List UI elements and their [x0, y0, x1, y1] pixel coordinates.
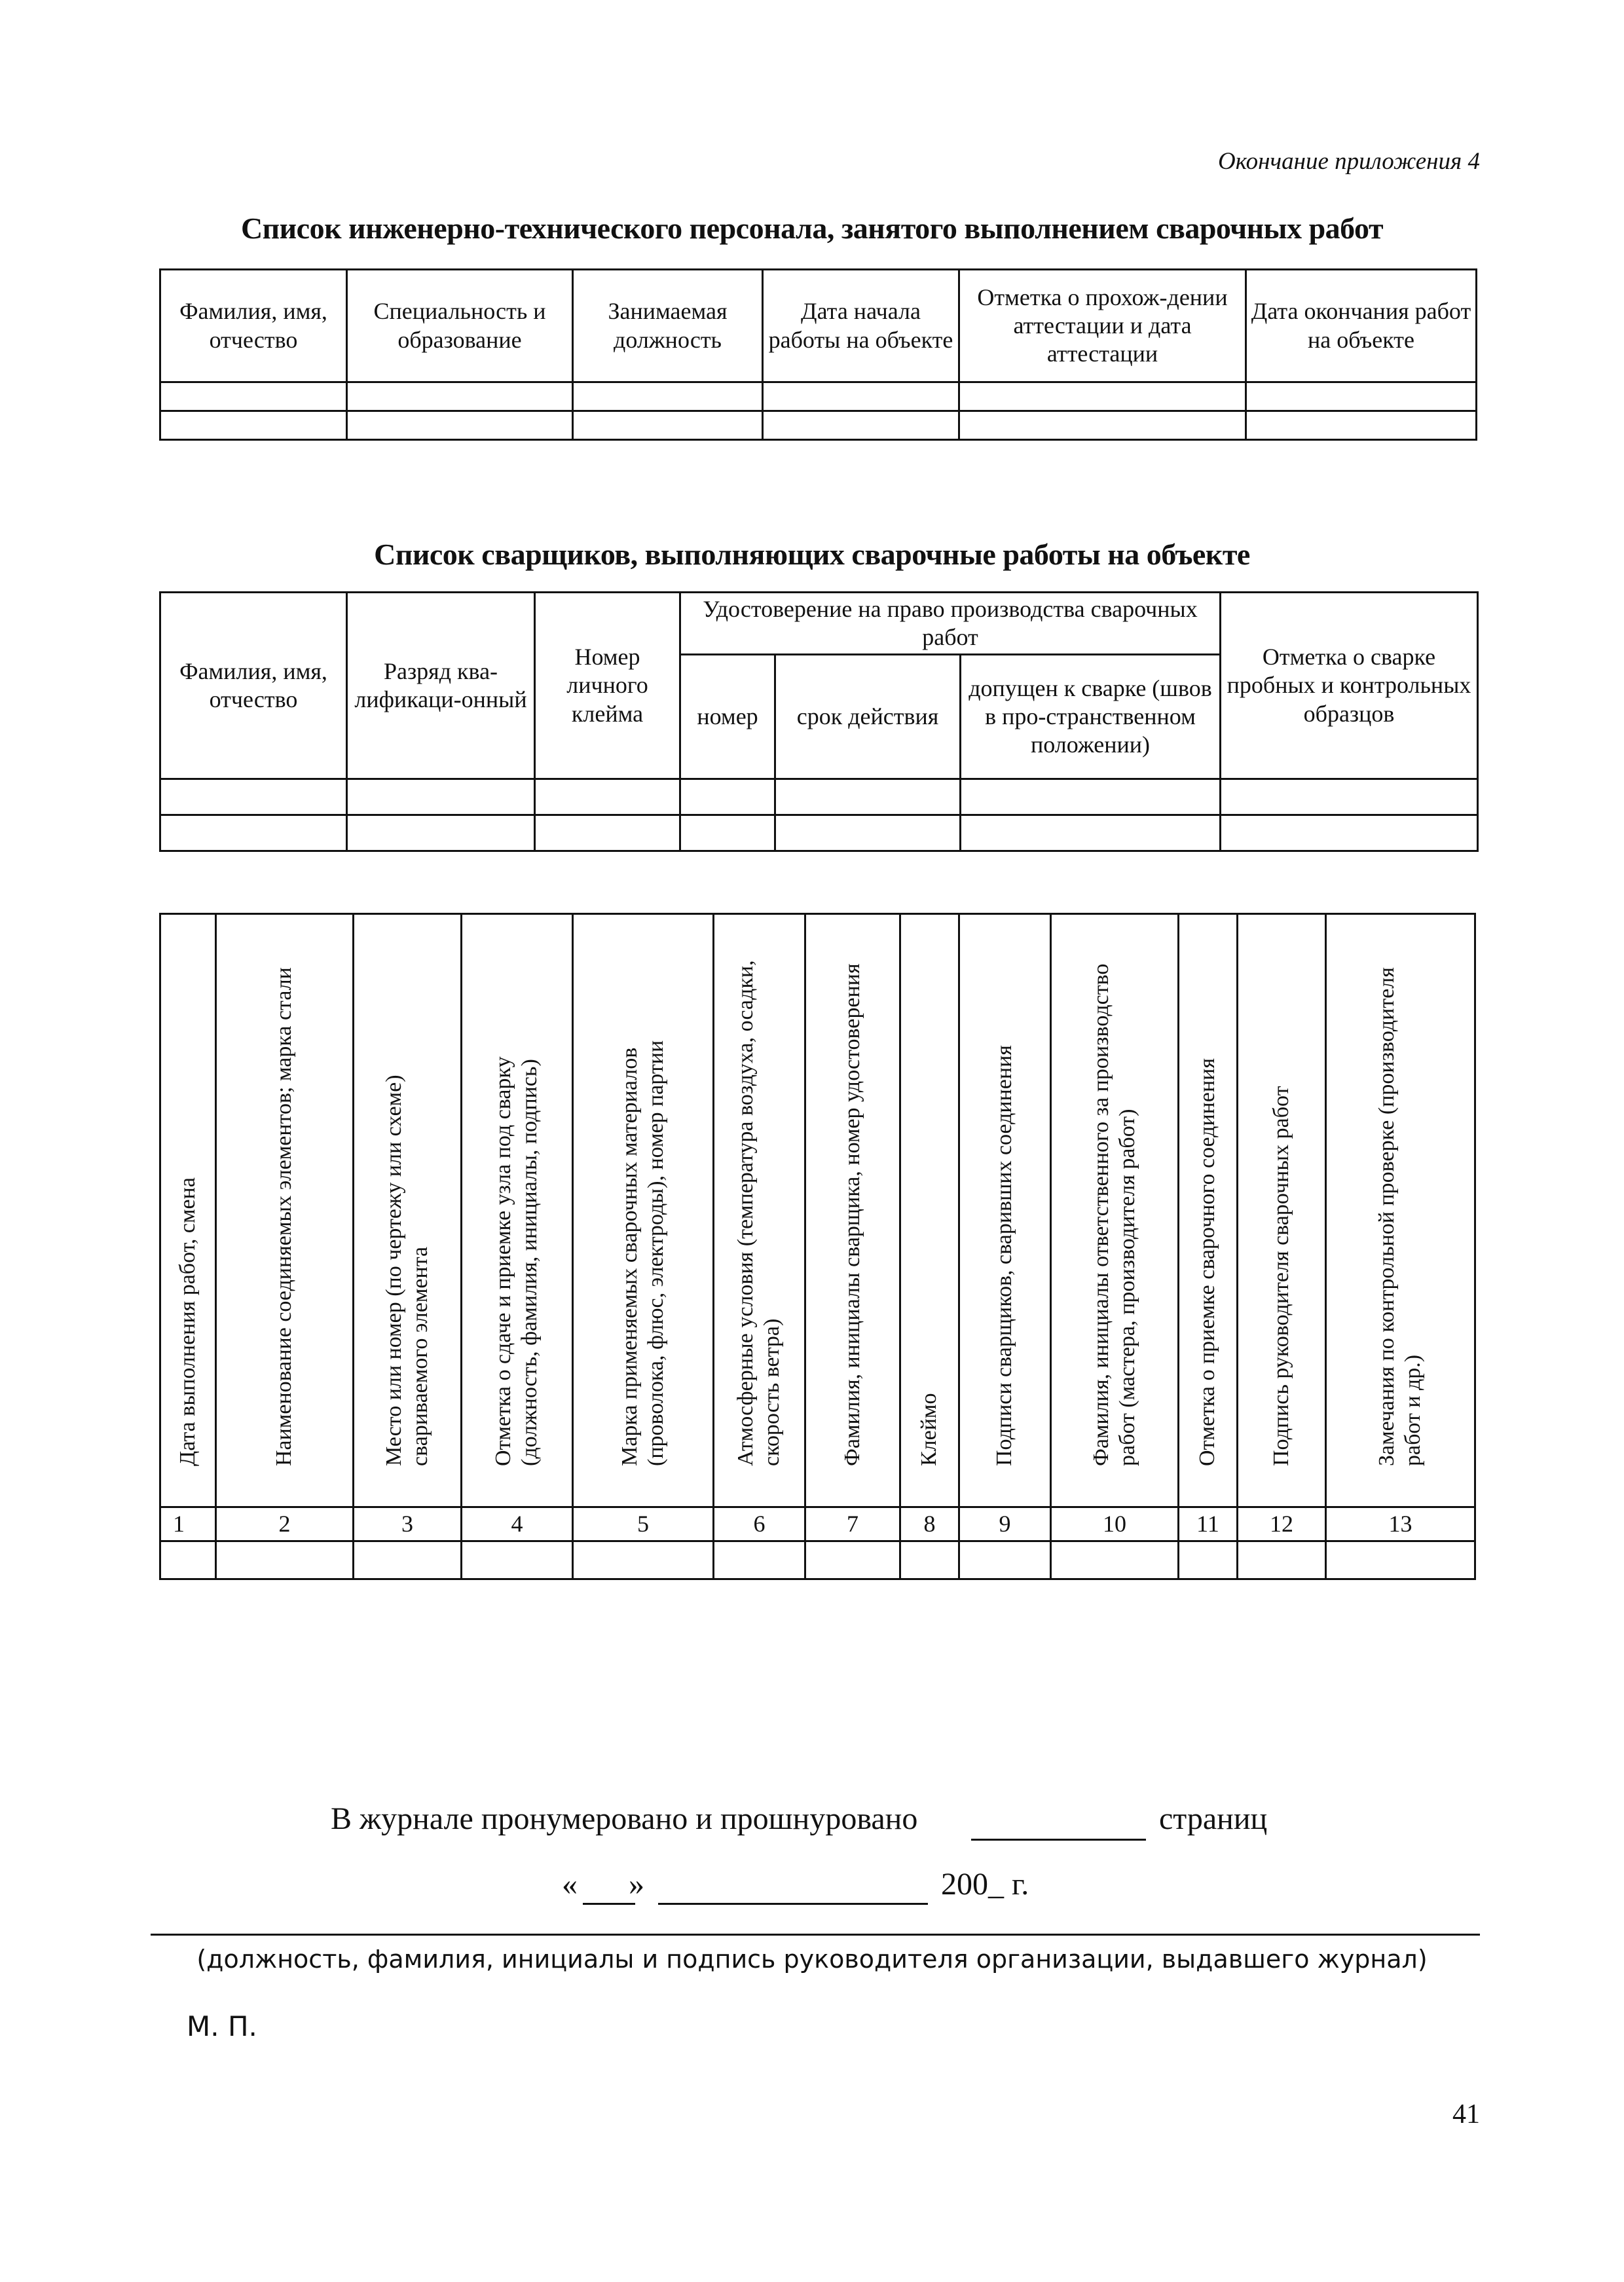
stamp-place: М. П. — [187, 2010, 257, 2042]
col-header-date-shift: Дата выполнения работ, смена — [160, 914, 216, 1507]
table-cell[interactable] — [959, 382, 1246, 411]
table-cell[interactable] — [763, 411, 959, 440]
col-number: 12 — [1238, 1507, 1326, 1541]
col-header-welder-signatures: Подписи сварщиков, сваривших соединения — [959, 914, 1051, 1507]
welding-log-table — [159, 913, 1476, 1580]
pages-count-label: В журнале пронумеровано и прошнуровано — [331, 1801, 918, 1836]
table-cell[interactable] — [160, 382, 347, 411]
month-blank[interactable] — [658, 1903, 928, 1905]
col-number: 9 — [959, 1507, 1051, 1541]
table-cell[interactable] — [1326, 1541, 1475, 1579]
col-header-qualification: Разряд ква-лификаци-онный — [347, 593, 535, 779]
col-header-welder: Фамилия, инициалы сварщика, номер удостоверения — [805, 914, 900, 1507]
table-cell[interactable] — [354, 1541, 462, 1579]
table-cell[interactable] — [959, 1541, 1051, 1579]
table-cell[interactable] — [573, 411, 763, 440]
table-cell[interactable] — [714, 1541, 805, 1579]
col-header-validity: срок действия — [775, 655, 961, 779]
table-cell[interactable] — [573, 1541, 714, 1579]
column-numbers-row — [160, 1507, 1475, 1541]
col-header-joint-acceptance: Отметка о приемке сварочного соединения — [1179, 914, 1238, 1507]
col-number: 4 — [462, 1507, 573, 1541]
col-number: 11 — [1179, 1507, 1238, 1541]
engineering-staff-table — [159, 268, 1477, 441]
table-row — [160, 815, 1478, 851]
col-header-end-date: Дата окончания работ на объекте — [1246, 270, 1477, 382]
table-cell[interactable] — [535, 779, 680, 815]
col-number: 8 — [900, 1507, 959, 1541]
engineering-staff-title: Список инженерно-технического персонала, занятого выполнением сварочных работ — [240, 212, 1384, 245]
table-cell[interactable] — [160, 411, 347, 440]
welders-table — [159, 591, 1479, 852]
date-open-quote: « — [562, 1867, 578, 1902]
date-close-quote: » — [629, 1867, 644, 1902]
table-cell[interactable] — [775, 815, 961, 851]
table-cell[interactable] — [961, 815, 1221, 851]
col-number: 5 — [573, 1507, 714, 1541]
table-cell[interactable] — [680, 815, 775, 851]
col-header-admitted: допущен к сварке (швов в про-странственном положении) — [961, 655, 1221, 779]
appendix-note: Окончание приложения 4 — [1218, 148, 1480, 175]
pages-label: страниц — [1159, 1801, 1268, 1836]
col-header-stamp: Клеймо — [900, 914, 959, 1507]
col-header-responsible: Фамилия, инициалы ответственного за производство работ (мастера, производителя работ) — [1051, 914, 1179, 1507]
signature-caption: (должность, фамилия, инициалы и подпись руководителя организации, выдавшего журнал) — [196, 1945, 1428, 1974]
table-cell[interactable] — [1221, 815, 1478, 851]
table-cell[interactable] — [160, 1541, 216, 1579]
table-cell[interactable] — [462, 1541, 573, 1579]
table-cell[interactable] — [900, 1541, 959, 1579]
col-header-element-location: Место или номер (по чертежу или схеме) свариваемого элемента — [354, 914, 462, 1507]
col-header-welder-fio: Фамилия, имя, отчество — [160, 593, 347, 779]
page-number: 41 — [1452, 2099, 1480, 2129]
signature-line[interactable] — [151, 1934, 1480, 1936]
col-header-elements: Наименование соединяемых элементов; марка стали — [216, 914, 354, 1507]
day-blank[interactable] — [583, 1903, 635, 1905]
col-number: 1 — [160, 1507, 216, 1541]
table-cell[interactable] — [775, 779, 961, 815]
table-cell[interactable] — [347, 411, 573, 440]
table-cell[interactable] — [160, 779, 347, 815]
table-row — [160, 779, 1478, 815]
col-number: 10 — [1051, 1507, 1179, 1541]
table-cell[interactable] — [1179, 1541, 1238, 1579]
table-cell[interactable] — [347, 815, 535, 851]
table-cell[interactable] — [347, 382, 573, 411]
col-header-weather: Атмосферные условия (температура воздуха, осадки, скорость ветра) — [714, 914, 805, 1507]
welders-list-title: Список сварщиков, выполняющих сварочные работы на объекте — [374, 538, 1250, 571]
col-number: 13 — [1326, 1507, 1475, 1541]
table-row — [160, 382, 1477, 411]
col-number: 2 — [216, 1507, 354, 1541]
table-cell[interactable] — [961, 779, 1221, 815]
col-number: 7 — [805, 1507, 900, 1541]
col-header-remarks: Замечания по контрольной проверке (производителя работ и др.) — [1326, 914, 1475, 1507]
col-header-test-samples: Отметка о сварке пробных и контрольных образцов — [1221, 593, 1478, 779]
col-header-assembly-acceptance: Отметка о сдаче и приемке узла под сварку (должность, фамилия, инициалы, подпись) — [462, 914, 573, 1507]
pages-count-blank[interactable] — [971, 1839, 1146, 1841]
col-number: 6 — [714, 1507, 805, 1541]
table-cell[interactable] — [959, 411, 1246, 440]
table-cell[interactable] — [573, 382, 763, 411]
table-row — [160, 411, 1477, 440]
col-header-certification: Отметка о прохож-дении аттестации и дата аттестации — [959, 270, 1246, 382]
col-header-position: Занимаемая должность — [573, 270, 763, 382]
table-cell[interactable] — [347, 779, 535, 815]
table-row — [160, 1541, 1475, 1579]
table-cell[interactable] — [1238, 1541, 1326, 1579]
table-cell[interactable] — [1246, 382, 1477, 411]
table-cell[interactable] — [763, 382, 959, 411]
col-header-start-date: Дата начала работы на объекте — [763, 270, 959, 382]
col-header-materials: Марка применяемых сварочных материалов (проволока, флюс, электроды), номер партии — [573, 914, 714, 1507]
table-cell[interactable] — [805, 1541, 900, 1579]
table-cell[interactable] — [535, 815, 680, 851]
table-cell[interactable] — [1246, 411, 1477, 440]
col-header-stamp-number: Номер личного клейма — [535, 593, 680, 779]
col-header-specialty: Специальность и образование — [347, 270, 573, 382]
table-cell[interactable] — [680, 779, 775, 815]
col-number: 3 — [354, 1507, 462, 1541]
col-header-certificate: Удостоверение на право производства сварочных работ — [680, 593, 1221, 655]
col-header-cert-number: номер — [680, 655, 775, 779]
year-label: 200_ г. — [941, 1867, 1029, 1902]
table-cell[interactable] — [1051, 1541, 1179, 1579]
col-header-fio: Фамилия, имя, отчество — [160, 270, 347, 382]
table-cell[interactable] — [216, 1541, 354, 1579]
col-header-supervisor-signature: Подпись руководителя сварочных работ — [1238, 914, 1326, 1507]
table-cell[interactable] — [160, 815, 347, 851]
table-cell[interactable] — [1221, 779, 1478, 815]
